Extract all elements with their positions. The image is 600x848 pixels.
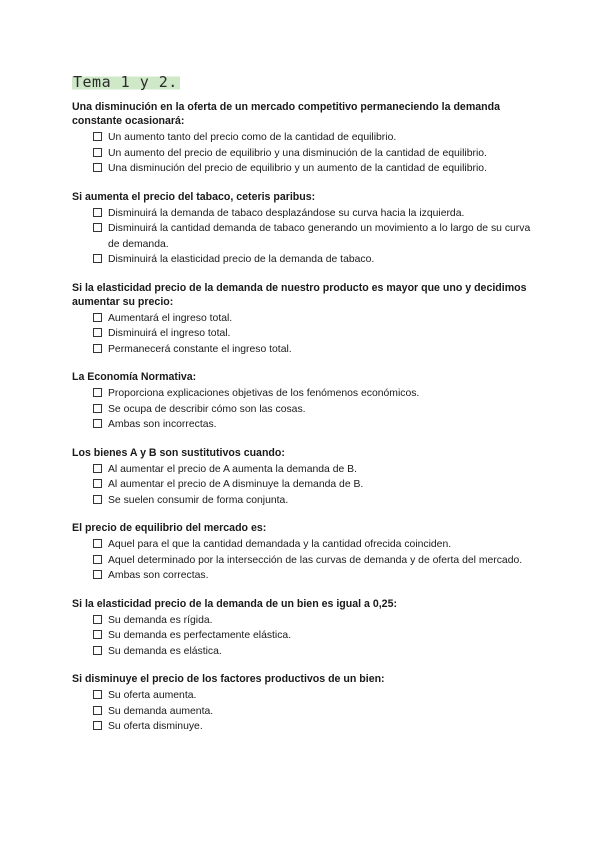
answer-option[interactable] [93, 568, 532, 584]
checkbox-icon[interactable] [93, 555, 102, 564]
question-text: Si la elasticidad precio de la demanda de nuestro producto es mayor que uno y decidimos aumentar su precio: [72, 281, 527, 308]
option-text: Permanecerá constante el ingreso total. [108, 343, 292, 355]
checkbox-icon[interactable] [93, 344, 102, 353]
answer-option[interactable] [93, 644, 532, 660]
option-text: Aquel determinado por la intersección de las curvas de demanda y de oferta del mercado. [108, 554, 523, 566]
question-text: El precio de equilibrio del mercado es: [72, 522, 267, 534]
option-text: Disminuirá la cantidad demanda de tabaco generando un movimiento a lo largo de su curva de demanda. [108, 223, 531, 250]
checkbox-icon[interactable] [93, 706, 102, 715]
checkbox-icon[interactable] [93, 479, 102, 488]
question-3 [72, 281, 532, 358]
question-text: La Economía Normativa: [72, 371, 197, 383]
checkbox-icon[interactable] [93, 690, 102, 699]
question-list [72, 100, 532, 748]
option-text: Aumentará el ingreso total. [108, 312, 233, 324]
option-text: Se suelen consumir de forma conjunta. [108, 494, 289, 506]
checkbox-icon[interactable] [93, 328, 102, 337]
checkbox-icon[interactable] [93, 208, 102, 217]
question-text: Una disminución en la oferta de un mercado competitivo permaneciendo la demanda constante ocasionará: [72, 101, 500, 127]
checkbox-icon[interactable] [93, 388, 102, 397]
checkbox-icon[interactable] [93, 419, 102, 428]
answer-option[interactable] [93, 462, 532, 478]
option-text: Un aumento del precio de equilibrio y una disminución de la cantidad de equilibrio. [108, 147, 487, 159]
option-text: Su oferta disminuye. [108, 721, 203, 732]
option-text: Disminuirá el ingreso total. [108, 328, 231, 339]
answer-option[interactable] [93, 342, 532, 358]
answer-option[interactable] [93, 161, 532, 177]
option-text: Su demanda es rígida. [108, 614, 213, 626]
answer-option[interactable] [93, 206, 532, 222]
question-text: Si disminuye el precio de los factores productivos de un bien: [72, 673, 385, 685]
checkbox-icon[interactable] [93, 539, 102, 548]
question-text: Los bienes A y B son sustitutivos cuando: [72, 446, 285, 459]
option-text: Un aumento tanto del precio como de la cantidad de equilibrio. [108, 132, 397, 143]
question-6 [72, 521, 532, 584]
answer-option[interactable] [93, 386, 532, 402]
question-1 [72, 100, 532, 177]
option-text: Disminuirá la elasticidad precio de la demanda de tabaco. [108, 254, 375, 265]
answer-option[interactable] [93, 402, 532, 418]
answer-option[interactable] [93, 628, 532, 644]
checkbox-icon[interactable] [93, 254, 102, 263]
question-7 [72, 597, 532, 660]
option-text: Disminuirá la demanda de tabaco desplazándose su curva hacia la izquierda. [108, 207, 465, 219]
option-text: Al aumentar el precio de A disminuye la demanda de B. [108, 479, 364, 490]
checkbox-icon[interactable] [93, 630, 102, 639]
question-text: Si la elasticidad precio de la demanda de un bien es igual a 0,25: [72, 597, 397, 610]
answer-option[interactable] [93, 326, 532, 342]
option-text: Su demanda aumenta. [108, 705, 214, 717]
checkbox-icon[interactable] [93, 646, 102, 655]
checkbox-icon[interactable] [93, 570, 102, 579]
answer-option[interactable] [93, 311, 532, 327]
answer-option[interactable] [93, 613, 532, 629]
option-text: Aquel para el que la cantidad demandada y la cantidad ofrecida coinciden. [108, 539, 452, 550]
title-block [72, 73, 180, 92]
checkbox-icon[interactable] [93, 163, 102, 172]
option-text: Ambas son correctas. [108, 570, 209, 581]
answer-option[interactable] [93, 493, 532, 509]
option-text: Su demanda es perfectamente elástica. [108, 630, 292, 641]
answer-option[interactable] [93, 688, 532, 704]
answer-option[interactable] [93, 553, 532, 569]
answer-option[interactable] [93, 146, 532, 162]
answer-option[interactable] [93, 537, 532, 553]
checkbox-icon[interactable] [93, 495, 102, 504]
question-2 [72, 190, 532, 268]
option-text: Su oferta aumenta. [108, 690, 197, 701]
question-5 [72, 446, 532, 509]
answer-option[interactable] [93, 221, 532, 252]
checkbox-icon[interactable] [93, 132, 102, 141]
page-title: Tema 1 y 2. [73, 73, 178, 91]
checkbox-icon[interactable] [93, 721, 102, 730]
answer-option[interactable] [93, 130, 532, 146]
question-8 [72, 672, 532, 735]
question-text: Si aumenta el precio del tabaco, ceteris paribus: [72, 190, 316, 203]
answer-option[interactable] [93, 719, 532, 735]
answer-option[interactable] [93, 252, 532, 268]
question-4 [72, 370, 532, 433]
answer-option[interactable] [93, 704, 532, 720]
option-text: Se ocupa de describir cómo son las cosas. [108, 403, 306, 415]
option-text: Ambas son incorrectas. [108, 419, 217, 430]
answer-option[interactable] [93, 417, 532, 433]
checkbox-icon[interactable] [93, 464, 102, 473]
checkbox-icon[interactable] [93, 404, 102, 413]
checkbox-icon[interactable] [93, 313, 102, 322]
checkbox-icon[interactable] [93, 223, 102, 232]
option-text: Proporciona explicaciones objetivas de los fenómenos económicos. [108, 388, 420, 399]
option-text: Una disminución del precio de equilibrio y un aumento de la cantidad de equilibrio. [108, 163, 487, 174]
answer-option[interactable] [93, 477, 532, 493]
checkbox-icon[interactable] [93, 148, 102, 157]
option-text: Al aumentar el precio de A aumenta la demanda de B. [108, 463, 357, 475]
option-text: Su demanda es elástica. [108, 645, 222, 657]
checkbox-icon[interactable] [93, 615, 102, 624]
